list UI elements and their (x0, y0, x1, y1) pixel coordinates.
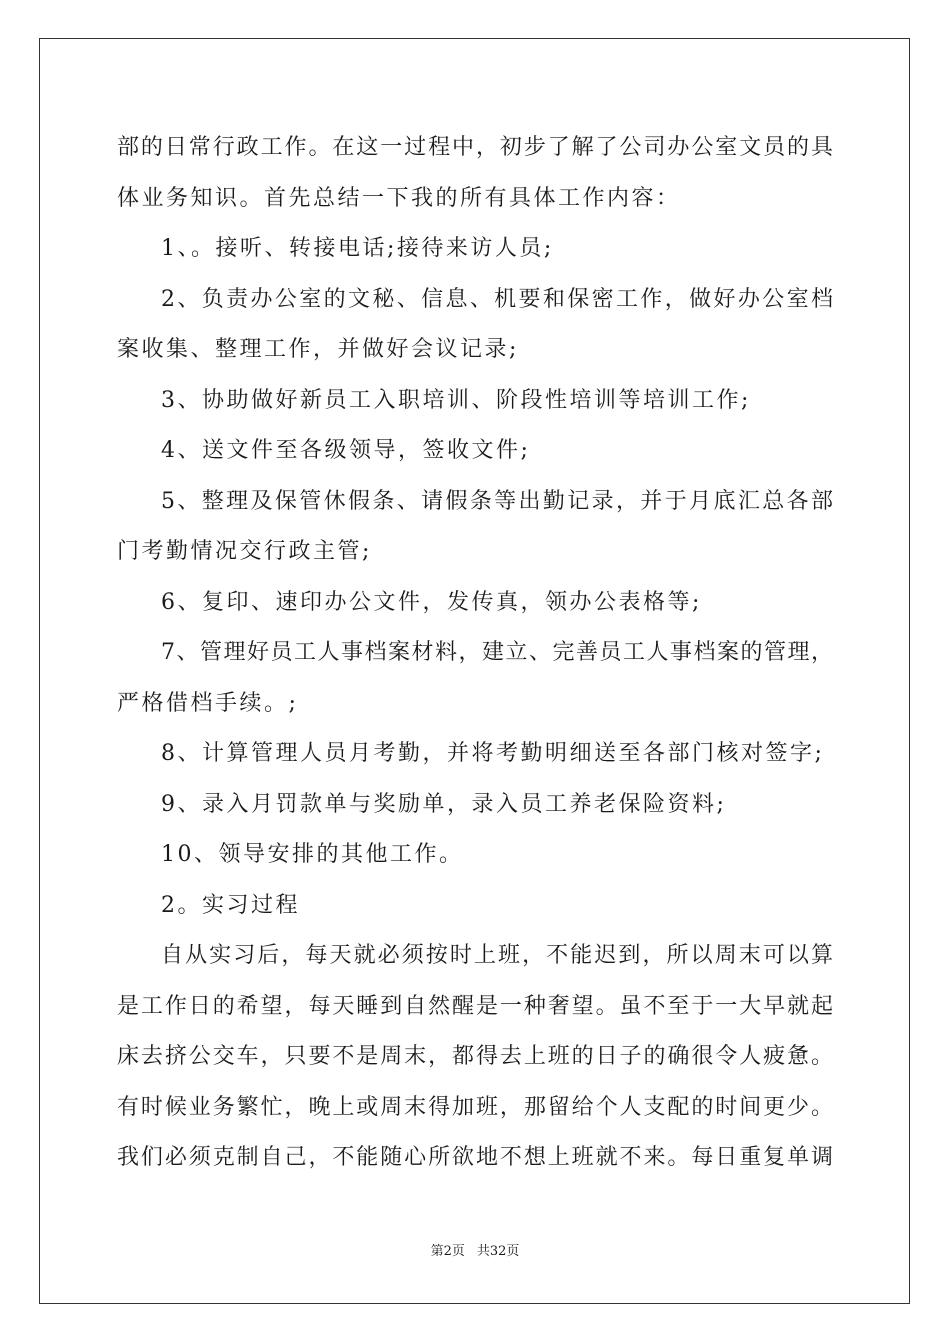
text-line: 部的日常行政工作。在这一过程中，初步了解了公司办公室文员的具 (117, 135, 833, 160)
list-item: 2、负责办公室的文秘、信息、机要和保密工作，做好办公室档 (161, 286, 833, 312)
paragraph-line: 是工作日的希望，每天睡到自然醒是一种奢望。虽不至于一大早就起 (117, 993, 833, 1019)
list-item: 6、复印、速印办公文件，发传真，领办公表格等; (161, 589, 702, 615)
list-item: 9、录入月罚款单与奖励单，录入员工养老保险资料; (161, 791, 727, 817)
page-footer (0, 1240, 950, 1259)
document-body (117, 130, 833, 1191)
list-item: 8、计算管理人员月考勤，并将考勤明细送至各部门核对签字; (161, 741, 825, 766)
paragraph-line: 自从实习后，每天就必须按时上班，不能迟到，所以周末可以算 (161, 943, 833, 968)
list-item: 5、整理及保管休假条、请假条等出勤记录，并于月底汇总各部 (161, 488, 833, 514)
paragraph-line: 床去挤公交车，只要不是周末，都得去上班的日子的确很令人疲惫。 (117, 1044, 833, 1069)
list-item: 4、送文件至各级领导，签收文件; (161, 438, 531, 463)
text-line: 体业务知识。首先总结一下我的所有具体工作内容： (117, 185, 681, 211)
list-item: 1、。接听、转接电话;接待来访人员; (161, 236, 554, 261)
text-line: 案收集、整理工作，并做好会议记录; (117, 337, 519, 362)
page-number: 第2页 (430, 1244, 465, 1259)
list-item: 10、领导安排的其他工作。 (161, 842, 464, 867)
list-item: 3、协助做好新员工入职培训、阶段性培训等培训工作; (161, 387, 751, 413)
page-total: 共32页 (476, 1244, 520, 1259)
text-line: 门考勤情况交行政主管; (117, 539, 372, 564)
paragraph-line: 我们必须克制自己，不能随心所欲地不想上班就不来。每日重复单调 (117, 1145, 833, 1170)
paragraph-line: 有时候业务繁忙，晚上或周末得加班，那留给个人支配的时间更少。 (117, 1094, 833, 1120)
section-heading: 2。实习过程 (161, 892, 300, 918)
list-item: 7、管理好员工人事档案材料，建立、完善员工人事档案的管理， (161, 640, 833, 665)
text-line: 严格借档手续。; (117, 690, 299, 716)
